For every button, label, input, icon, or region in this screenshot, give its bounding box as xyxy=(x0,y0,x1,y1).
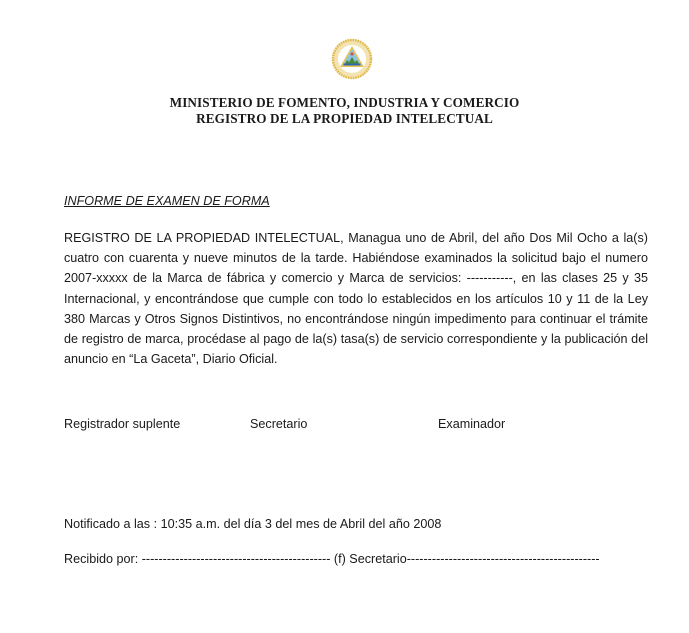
report-title: INFORME DE EXAMEN DE FORMA xyxy=(64,194,270,208)
signature-examiner: Examinador xyxy=(438,417,506,431)
ministry-name: MINISTERIO DE FOMENTO, INDUSTRIA Y COMERCIO xyxy=(169,95,520,110)
document-header xyxy=(0,95,689,127)
coat-of-arms-emblem xyxy=(331,38,373,80)
signature-registrar: Registrador suplente xyxy=(64,417,181,431)
signature-block xyxy=(64,417,664,435)
signature-secretary: Secretario xyxy=(250,417,308,431)
notification-line: Notificado a las : 10:35 a.m. del día 3 del mes de Abril del año 2008 xyxy=(64,517,442,531)
registry-name: REGISTRO DE LA PROPIEDAD INTELECTUAL xyxy=(196,111,493,126)
report-body: REGISTRO DE LA PROPIEDAD INTELECTUAL, Managua uno de Abril, del año Dos Mil Ocho a la(s) cuatro con cuarenta y nueve minutos de la tarde. Habiéndose examinados la solicitud bajo el numero 2007-xxxxx de la Marca de fábrica y comercio y Marca de servicios: -----------, en las clases 25 y 35 Internacional, y encontrándose que cumple con todo lo establecidos en los artículos 10 y 11 de la Ley 380 Marcas y Otros Signos Distintivos, no encontrándose ningún impedimento para continuar el trámite de registro de marca, procédase al pago de la(s) tasa(s) de servicio correspondiente y la publicación del anuncio en “La Gaceta”, Diario Oficial. xyxy=(64,231,648,367)
receipt-line: Recibido por: --------------------------------------------- (f) Secretario---------------------------------------------- xyxy=(64,552,600,566)
nicaragua-coat-of-arms-icon xyxy=(331,38,373,80)
